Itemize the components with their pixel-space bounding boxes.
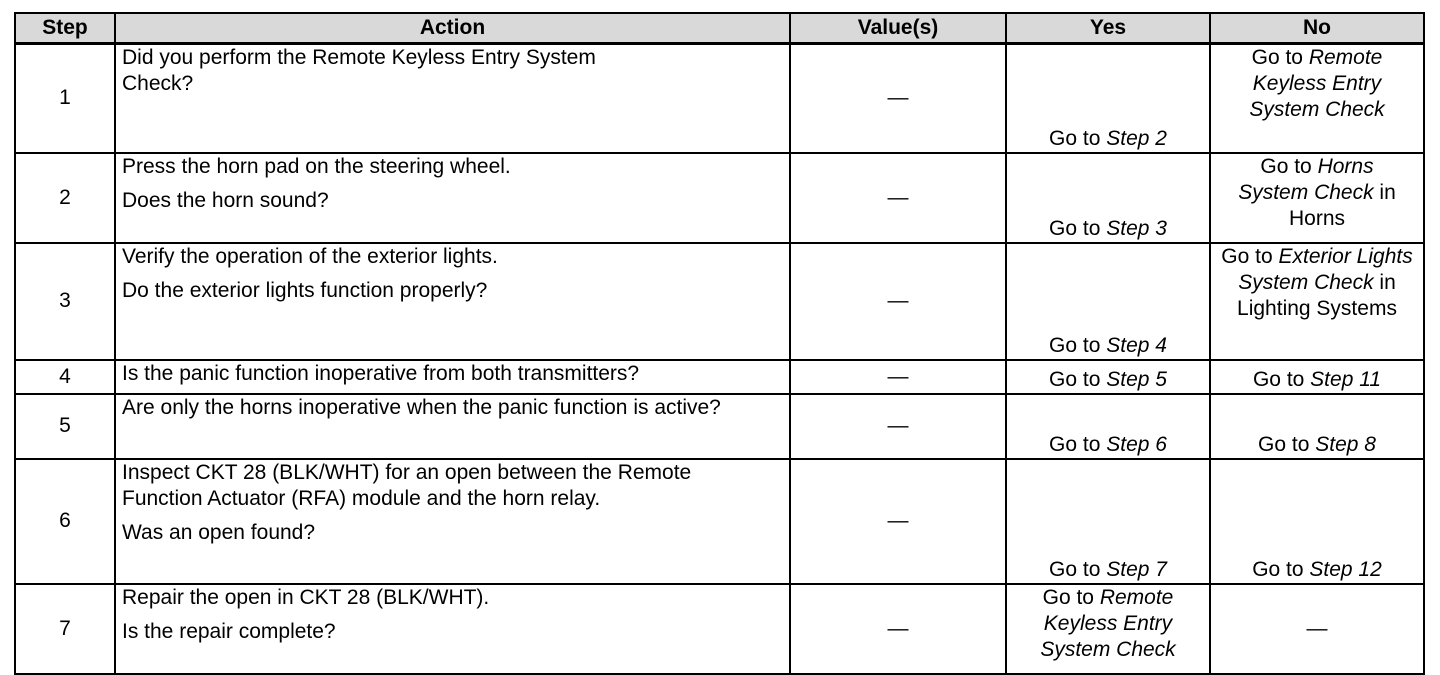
- no-reference: Exterior Lights System Check: [1238, 244, 1413, 294]
- action-text: Verify the operation of the exterior lights.: [122, 244, 498, 268]
- yes-reference: Step 4: [1106, 333, 1167, 357]
- no-cell: —: [1210, 584, 1424, 674]
- yes-prefix: Go to: [1049, 367, 1107, 391]
- no-reference: Remote Keyless Entry System Check: [1249, 46, 1385, 121]
- no-prefix: Go to: [1258, 432, 1316, 456]
- action-cell: [115, 243, 790, 360]
- no-cell: [1210, 360, 1424, 394]
- yes-prefix: Go to: [1049, 432, 1107, 456]
- no-reference: Step 8: [1315, 432, 1376, 456]
- action-text: Inspect CKT 28 (BLK/WHT) for an open between the Remote Function Actuator (RFA) module and the horn relay.: [122, 460, 692, 510]
- action-cell: [115, 360, 790, 394]
- no-prefix: Go to: [1252, 367, 1311, 391]
- action-text: Are only the horns inoperative when the panic function is active?: [122, 395, 721, 419]
- action-text: Did you perform the Remote Keyless Entry System Check?: [122, 46, 596, 95]
- no-suffix: in Lighting Systems: [1237, 270, 1397, 320]
- action-text: Press the horn pad on the steering wheel.: [122, 154, 511, 178]
- no-cell: [1210, 394, 1424, 459]
- value-cell: —: [790, 394, 1006, 459]
- table-row: [15, 243, 1424, 360]
- action-text: Repair the open in CKT 28 (BLK/WHT).: [122, 585, 490, 609]
- yes-reference: Step 6: [1106, 432, 1167, 456]
- value-cell: —: [790, 360, 1006, 394]
- yes-cell: [1006, 394, 1210, 459]
- yes-reference: Step 2: [1106, 126, 1167, 150]
- action-cell: [115, 394, 790, 459]
- header-yes: Yes: [1006, 13, 1210, 44]
- no-prefix: Go to: [1260, 154, 1318, 178]
- step-number: 4: [15, 360, 115, 394]
- table-row: [15, 584, 1424, 674]
- action-cell: [115, 584, 790, 674]
- action-cell: [115, 153, 790, 243]
- yes-cell: [1006, 153, 1210, 243]
- step-number: 1: [15, 44, 115, 153]
- yes-reference: Step 7: [1106, 557, 1167, 581]
- header-values: Value(s): [790, 13, 1006, 44]
- step-number: 3: [15, 243, 115, 360]
- header-row: [15, 13, 1424, 44]
- no-reference: Horns System Check: [1238, 154, 1374, 204]
- no-prefix: Go to: [1252, 557, 1310, 581]
- diagnostic-table: [14, 12, 1425, 675]
- yes-cell: [1006, 44, 1210, 153]
- yes-reference: Step 5: [1106, 367, 1167, 391]
- value-cell: —: [790, 44, 1006, 153]
- action-cell: [115, 44, 790, 153]
- no-cell: [1210, 44, 1424, 153]
- no-reference: Step 12: [1309, 557, 1382, 581]
- header-step: Step: [15, 13, 115, 44]
- no-cell: [1210, 459, 1424, 584]
- step-number: 2: [15, 153, 115, 243]
- no-cell: [1210, 243, 1424, 360]
- yes-reference: Remote Keyless Entry System Check: [1040, 585, 1176, 661]
- yes-reference: Step 3: [1106, 216, 1167, 240]
- step-number: 5: [15, 394, 115, 459]
- yes-cell: [1006, 360, 1210, 394]
- step-number: 7: [15, 584, 115, 674]
- no-cell: [1210, 153, 1424, 243]
- value-cell: —: [790, 243, 1006, 360]
- action-cell: [115, 459, 790, 584]
- yes-prefix: Go to: [1049, 333, 1107, 357]
- action-question: Is the repair complete?: [122, 619, 336, 643]
- no-suffix: in Horns: [1288, 180, 1396, 230]
- no-reference: Step 11: [1310, 367, 1382, 391]
- header-action: Action: [115, 13, 790, 44]
- value-cell: —: [790, 153, 1006, 243]
- yes-cell: [1006, 243, 1210, 360]
- action-question: Was an open found?: [122, 520, 316, 544]
- step-number: 6: [15, 459, 115, 584]
- no-prefix: Go to: [1221, 244, 1279, 268]
- yes-prefix: Go to: [1049, 126, 1107, 150]
- table-row: [15, 459, 1424, 584]
- header-no: No: [1210, 13, 1424, 44]
- no-prefix: Go to: [1251, 46, 1309, 69]
- yes-prefix: Go to: [1049, 216, 1107, 240]
- yes-cell: [1006, 459, 1210, 584]
- action-question: Does the horn sound?: [122, 188, 329, 212]
- table-row: [15, 44, 1424, 153]
- action-text: Is the panic function inoperative from both transmitters?: [122, 361, 640, 385]
- yes-prefix: Go to: [1042, 585, 1100, 609]
- table-row: [15, 394, 1424, 459]
- table-row: [15, 153, 1424, 243]
- yes-prefix: Go to: [1049, 557, 1107, 581]
- action-question: Do the exterior lights function properly?: [122, 278, 488, 302]
- value-cell: —: [790, 584, 1006, 674]
- value-cell: —: [790, 459, 1006, 584]
- table-row: [15, 360, 1424, 394]
- yes-cell: [1006, 584, 1210, 674]
